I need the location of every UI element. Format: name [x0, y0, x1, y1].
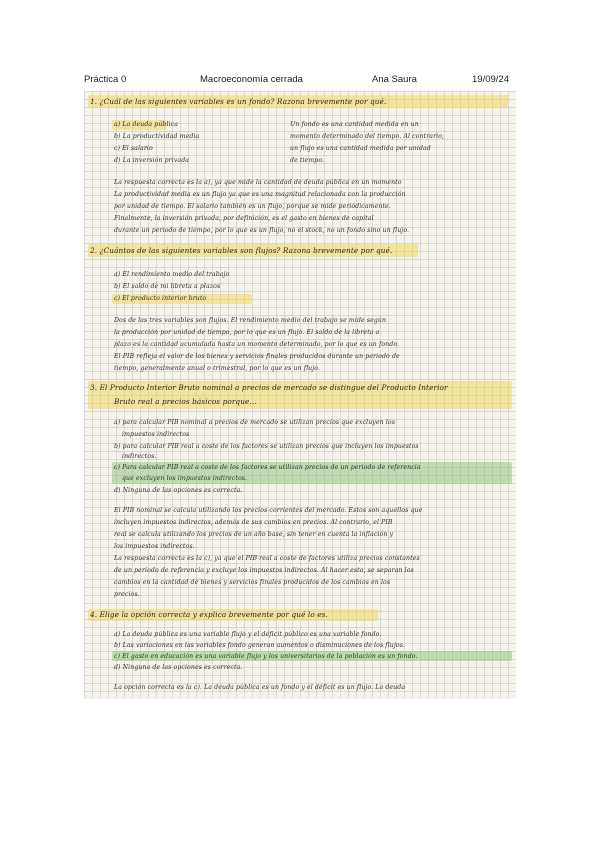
answer-line: Dos de las tres variables son flujos. El rendimiento medio del trabajo se mide según	[114, 317, 387, 324]
option-c: c) Para calcular PIB real a coste de los factores se utilizan precios de un periodo de referencia	[114, 464, 421, 471]
answer-line: de un periodo de referencia y excluye los impuestos indirectos. Al hacer esto, se separan los	[114, 567, 414, 574]
answer-line: La respuesta correcta es la a), ya que mide la cantidad de deuda pública en un momento	[114, 179, 402, 186]
option-c: c) El gasto en educación es una variable flujo y los universitarios de la población es un fondo.	[114, 653, 418, 660]
option-b: b) El saldo de mi libreta a plazos	[114, 283, 221, 290]
answer-line: cambios en la cantidad de bienes y servicios finales producidos de los cambios en los	[114, 579, 391, 586]
question-4: 4. Elige la opción correcta y explica brevemente por qué lo es.	[90, 610, 328, 619]
option-c-cont: que excluyen los impuestos indirectos.	[122, 475, 248, 482]
answer-line: por unidad de tiempo. El salario también es un flujo, porque se mide periódicamente.	[114, 203, 391, 210]
option-a: a) La deuda pública es una variable flujo y el déficit público es una variable fondo.	[114, 631, 382, 638]
option-d: d) Ninguna de las opciones es correcta.	[114, 664, 243, 671]
option-a: a) La deuda pública	[114, 121, 178, 128]
answer-line: El PIB refleja el valor de los bienes y servicios finales producidos durante un periodo de	[114, 353, 400, 360]
answer-line: la producción por unidad de tiempo, por lo que es un flujo. El saldo de la libreta a	[114, 329, 380, 336]
option-c: c) El producto interior bruto	[114, 295, 207, 302]
answer-line: durante un periodo de tiempo, por lo que es un flujo, no el stock, no un fondo sino un flujo.	[114, 227, 410, 234]
option-d: d) La inversión privada	[114, 157, 190, 164]
question-3-cont: Bruto real a precios básicos porque...	[114, 397, 257, 406]
answer-line: La productividad media es un flujo ya que es una magnitud relacionada con la producción	[114, 191, 406, 198]
answer-line: incluyen impuestos indirectos, además de sus cambios en precios. Al contrario, el PIB	[114, 519, 393, 526]
side-note: Un fondo es una cantidad medida en un	[290, 121, 419, 128]
side-note: momento determinado del tiempo. Al contrario,	[290, 133, 445, 140]
option-a: a) para calcular PIB nominal a precios de mercado se utilizan precios que excluyen los	[114, 419, 395, 426]
answer-line: La respuesta correcta es la c), ya que el PIB real a coste de factores utiliza precios constantes	[114, 555, 420, 562]
answer-line: precios.	[114, 591, 140, 598]
answer-line: plazo es la cantidad acumulada hasta un momento determinado, por lo que es un fondo.	[114, 341, 400, 348]
option-d: d) Ninguna de las opciones es correcta.	[114, 487, 243, 494]
side-note: un flujo es una cantidad medida por unidad	[290, 145, 431, 152]
practice-title: Práctica 0	[84, 74, 127, 85]
page-header	[0, 74, 599, 88]
answer-line: real se calcula utilizando los precios de un año base, sin tener en cuenta la inflación y	[114, 531, 394, 538]
side-note: de tiempo.	[290, 157, 325, 164]
answer-line: tiempo, generalmente anual o trimestral, por lo que es un flujo.	[114, 365, 321, 372]
date: 19/09/24	[472, 74, 509, 85]
subject-title: Macroeconomía cerrada	[200, 74, 303, 85]
author-name: Ana Saura	[372, 74, 417, 85]
option-b: b) Las variaciones en las variables fondo generan aumentos o disminuciones de los flujos.	[114, 642, 406, 649]
handwritten-notes-sheet	[84, 91, 516, 699]
option-a: a) El rendimiento medio del trabajo	[114, 271, 230, 278]
question-3: 3. El Producto Interior Bruto nominal a precios de mercado se distingue del Producto Interior	[90, 383, 448, 392]
answer-line: El PIB nominal se calcula utilizando los precios corrientes del mercado. Estos son aquellos que	[114, 507, 423, 514]
option-a-cont: impuestos indirectos	[122, 431, 190, 438]
answer-line: La opción correcta es la c). La deuda pública es un fondo y el déficit es un flujo. La deuda	[114, 684, 406, 691]
answer-line: Finalmente, la inversión privada, por definición, es el gasto en bienes de capital	[114, 215, 374, 222]
option-b: b) La productividad media	[114, 133, 200, 140]
question-1: 1. ¿Cuál de las siguientes variables es un fondo? Razona brevemente por qué.	[90, 97, 387, 106]
option-b: b) para calcular PIB real a coste de los factores se utilizan precios que incluyen los impuestos	[114, 443, 419, 450]
question-2: 2. ¿Cuántos de las siguientes variables son flujos? Razona brevemente por qué.	[90, 246, 393, 255]
option-b-cont: indirectos.	[122, 453, 157, 460]
option-c: c) El salario	[114, 145, 153, 152]
answer-line: los impuestos indirectos.	[114, 543, 195, 550]
